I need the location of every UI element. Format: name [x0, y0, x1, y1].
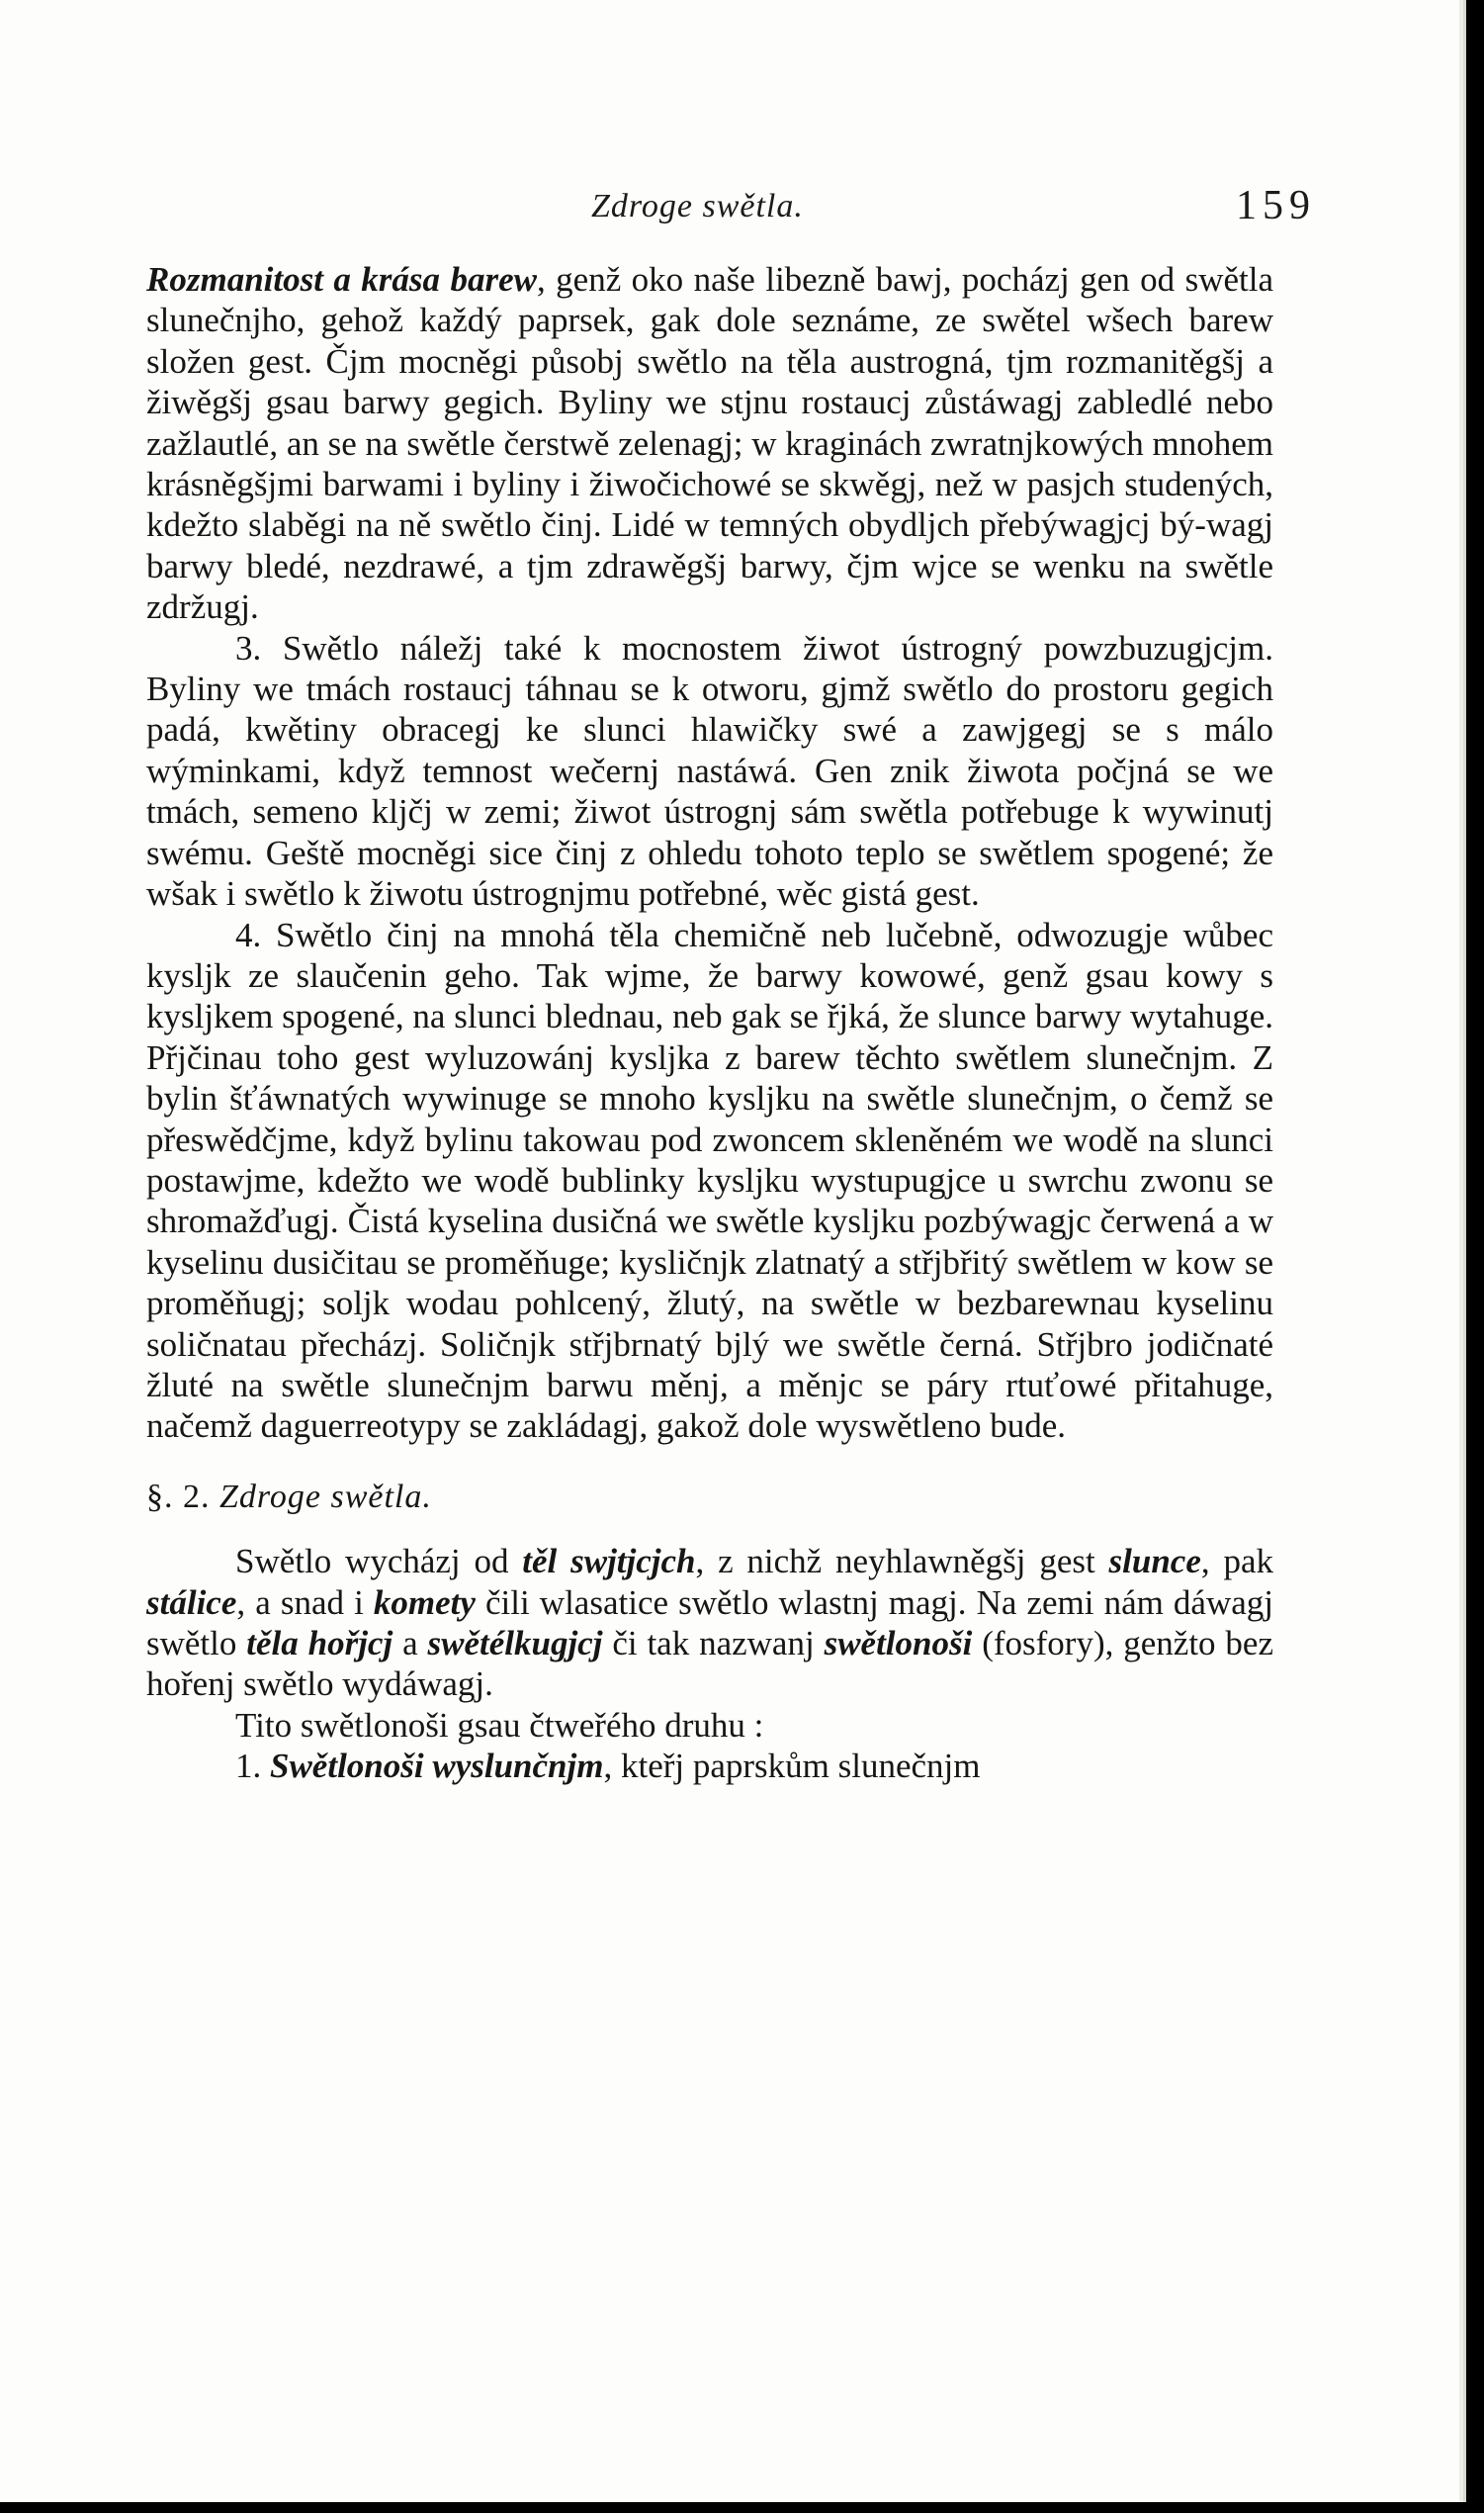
page-number: 159 — [1236, 183, 1316, 228]
emphasis-term: Rozmanitost a krása barew — [146, 260, 537, 299]
scan-bottom-edge — [0, 2502, 1484, 2513]
emphasis-term: těla hořjcj — [246, 1624, 393, 1662]
text-run: , pak — [1200, 1542, 1273, 1581]
emphasis-term: swětlonoši — [824, 1624, 973, 1662]
emphasis-term: swětélkugjcj — [427, 1624, 603, 1662]
text-run: , z nichž neyhlawněgšj gest — [695, 1542, 1109, 1581]
emphasis-term: Swětlonoši wyslunčnjm — [270, 1747, 604, 1786]
paragraph-colours — [146, 259, 1273, 628]
text-run: čili wlasatice swětlo wlastnj magj. Na zemi nám dáwagj swětlo — [146, 1582, 1273, 1662]
running-head: Zdroge swětla. — [591, 188, 804, 224]
emphasis-term: stálice — [146, 1582, 237, 1622]
text-run: , kteřj paprskům slunečnjm — [603, 1747, 981, 1786]
paragraph-4: 4. Swětlo činj na mnohá těla chemičně neb lučebně, odwozugje wůbec kysljk ze slaučenin geho. Tak wjme, že barwy kowowé, genž gsau kowy s kysljkem spogené, na slunci blednau, neb gak se řjká, že slunce barwy wytahuge. Přjčinau toho gest wyluzowánj kysljka z barew těchto swětlem slunečnjm. Z bylin šťáwnatých wywinuge se mnoho kysljku na swětle slunečnjm, o čemž se přeswědčjme, když bylinu takowau pod zwoncem skleněném we wodě na slunci postawjme, kdežto we wodě bublinky kysljku wystupugjce u swrchu zwonu se shromažďugj. Čistá kyselina dusičná we swětle kysljku pozbýwagjc čerwená a w kyselinu dusičitau se proměňuge; kysličnjk zlatnatý a střjbřitý swětlem w kow se proměňugj; soljk wodau pohlcený, žlutý, na swětle w bezbarewnau kyselinu soličnatau přecházj. Soličnjk střjbrnatý bjlý we swětle černá. Střjbro jodičnaté žluté na swětle slunečnjm barwu měnj, a měnjc se páry rtuťowé přitahuge, načemž daguerreotypy se zakládagj, gakož dole wyswětleno bude. — [146, 915, 1273, 1446]
emphasis-term: komety — [373, 1582, 476, 1622]
paragraph-sources — [146, 1541, 1273, 1705]
paragraph-kinds: Tito swětlonoši gsau čtweřého druhu : — [235, 1705, 764, 1745]
list-item-1 — [146, 1746, 1273, 1786]
text-run: a — [393, 1624, 428, 1662]
list-number: 1. — [235, 1747, 270, 1786]
section-number: §. 2. — [146, 1478, 211, 1515]
paragraph-3: 3. Swětlo náležj také k mocnostem žiwot ústrogný powzbuzugjcjm. Byliny we tmách rostaucj táhnau se k otworu, gjmž swětlo do prostoru gegich padá, kwětiny obracegj ke slunci hlawičky swé a zawjgegj se s málo wýminkami, když temnost wečernj nastáwá. Gen znik žiwota počjná se we tmách, semeno kljčj w zemi; žiwot ústrognj sám swětla potřebuge k wywinutj swému. Geště mocněgi sice činj z ohledu tohoto teplo se swětlem spogené; že wšak i swětlo k žiwotu ústrognjmu potřebné, wěc gistá gest. — [146, 628, 1273, 914]
text-run: , a snad i — [236, 1582, 374, 1622]
text-run: (fosfory), genžto bez hořenj swětlo wydáwagj. — [146, 1624, 1273, 1704]
emphasis-term: slunce — [1108, 1542, 1201, 1581]
page-header — [0, 178, 1463, 237]
emphasis-term: těl swjtjcjch — [522, 1542, 696, 1581]
section-title: Zdroge swětla. — [219, 1478, 432, 1515]
text-run: či tak nazwanj — [602, 1624, 825, 1662]
section-heading — [146, 1477, 1273, 1517]
text-run: Swětlo wycházj od — [235, 1542, 523, 1581]
body-text — [146, 259, 1273, 1787]
paragraph-text: , genž oko naše libezně bawj, pocházj gen od swětla slunečnjho, gehož každý paprsek, gak dole seznáme, ze swětel wšech barew složen gest. Čjm mocněgi působj swětlo na těla austrogná, tjm rozmanitěgšj a žiwěgšj gsau barwy gegich. Byliny we stjnu rostaucj zůstáwagj zabledlé nebo zažlautlé, an se na swětle čerstwě zelenagj; w kraginách zwratnjkowých mnohem krásněgšjmi barwami i byliny i žiwočichowé se skwěgj, než w pasjch studených, kdežto slaběgi na ně swětlo činj. Lidé w temných obydljch přebýwagjcj bý-wagj barwy bledé, nezdrawé, a tjm zdrawěgšj barwy, čjm wjce se wenku na swětle zdržugj. — [146, 260, 1273, 627]
